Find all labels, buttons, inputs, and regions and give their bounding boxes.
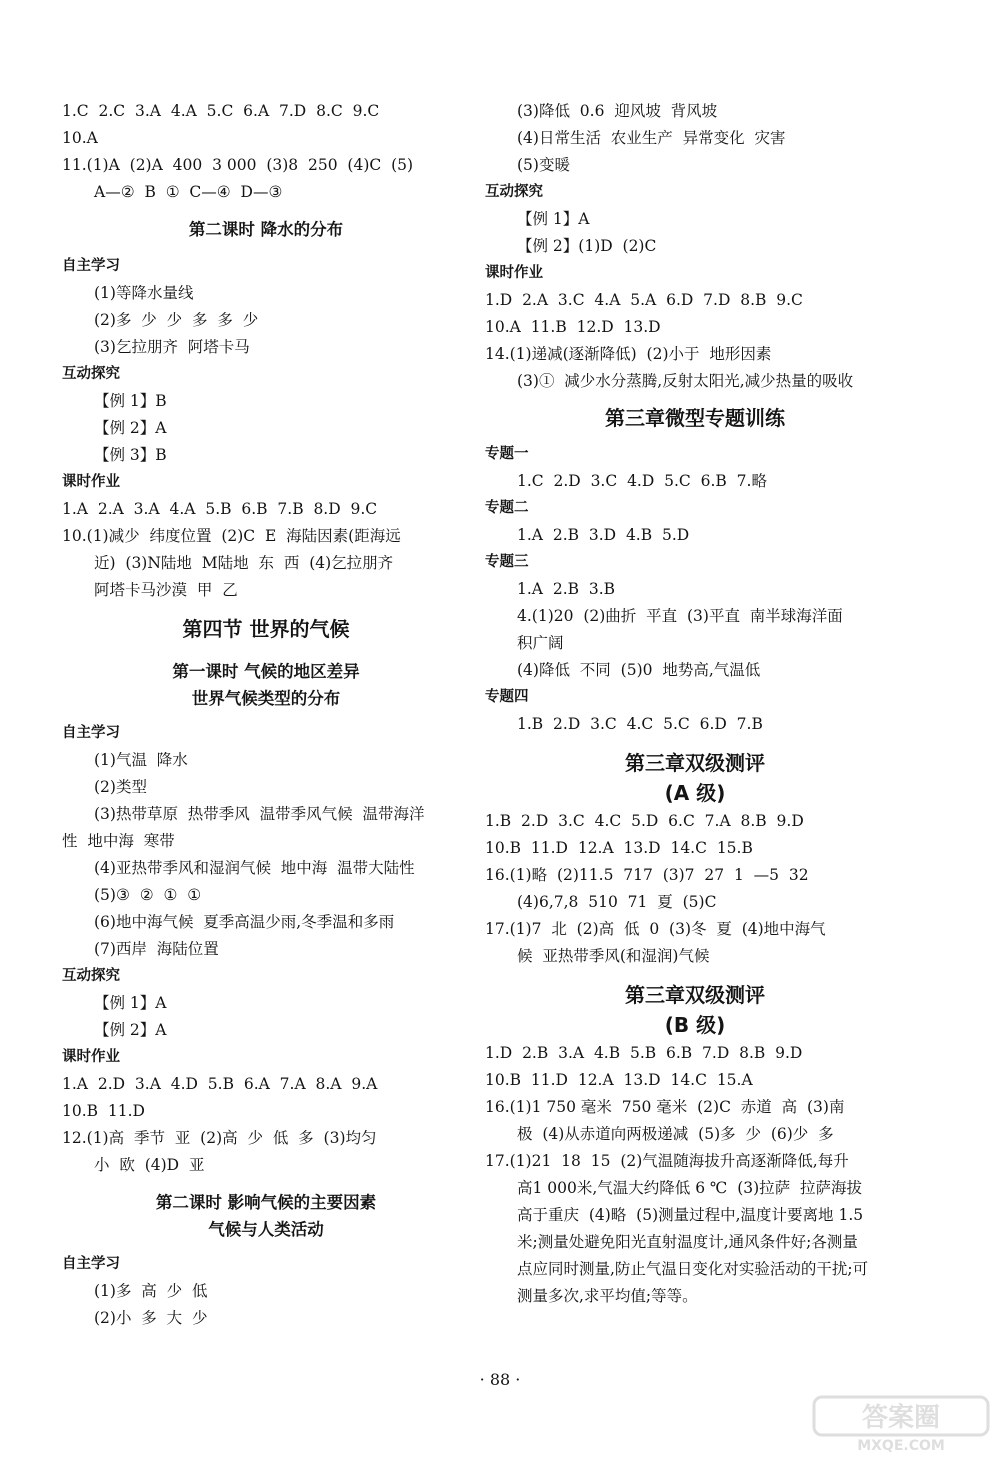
section-label: 课时作业 — [62, 474, 120, 490]
answer-line: 【例 1】B — [94, 392, 167, 410]
answer-line: 14.(1)递减(逐渐降低) (2)小于 地形因素 — [485, 345, 772, 363]
lesson-subheading: 世界气候类型的分布 — [191, 689, 341, 708]
answer-line: (3)降低 0.6 迎风坡 背风坡 — [517, 102, 718, 120]
answer-line: 1.D 2.B 3.A 4.B 5.B 6.B 7.D 8.B 9.D — [485, 1044, 803, 1062]
answer-line: 【例 2】(1)D (2)C — [517, 237, 657, 255]
answer-line: (2)类型 — [94, 778, 147, 796]
answer-line: 10.A 11.B 12.D 13.D — [485, 318, 661, 336]
answer-line: (3)乞拉朋齐 阿塔卡马 — [94, 338, 250, 356]
answer-line: 【例 1】A — [517, 210, 590, 228]
answer-line: 近) (3)N陆地 M陆地 东 西 (4)乞拉朋齐 — [94, 554, 394, 572]
answer-line: 【例 1】A — [94, 994, 167, 1012]
answer-line: 米;测量处避免阳光直射温度计,通风条件好;各测量 — [517, 1233, 858, 1251]
answer-line: (1)多 高 少 低 — [94, 1282, 208, 1300]
answer-line: 12.(1)高 季节 亚 (2)高 少 低 多 (3)均匀 — [62, 1129, 377, 1147]
level-heading: (B 级) — [664, 1013, 726, 1037]
answer-line: (4)6,7,8 510 71 夏 (5)C — [517, 893, 717, 911]
answer-line: 1.C 2.D 3.C 4.D 5.C 6.B 7.略 — [517, 472, 767, 490]
answer-line: 10.A — [62, 129, 98, 147]
watermark-url: MXQE.COM — [857, 1438, 945, 1453]
answer-line: 1.B 2.D 3.C 4.C 5.C 6.D 7.B — [517, 715, 763, 733]
answer-line: A—② B ① C—④ D—③ — [94, 183, 283, 201]
section-label: 自主学习 — [62, 725, 120, 741]
section-label: 互动探究 — [485, 184, 543, 200]
answer-line: 极 (4)从赤道向两极递减 (5)多 少 (6)少 多 — [517, 1125, 834, 1143]
section-heading: 第四节 世界的气候 — [182, 617, 350, 641]
answer-line: 点应同时测量,防止气温日变化对实验活动的干扰;可 — [517, 1260, 869, 1278]
answer-line: 10.B 11.D 12.A 13.D 14.C 15.B — [485, 839, 753, 857]
answer-line: 4.(1)20 (2)曲折 平直 (3)平直 南半球海洋面 — [517, 607, 843, 625]
right-column — [485, 98, 905, 1310]
watermark-text: 答案圈 — [861, 1403, 941, 1433]
watermark-logo — [812, 1395, 990, 1453]
answer-line: (4)降低 不同 (5)0 地势高,气温低 — [517, 661, 761, 679]
answer-line: (2)多 少 少 多 多 少 — [94, 311, 259, 329]
answer-line: 1.A 2.A 3.A 4.A 5.B 6.B 7.B 8.D 9.C — [62, 500, 378, 518]
section-label: 互动探究 — [62, 968, 120, 984]
answer-line: 10.B 11.D — [62, 1102, 145, 1120]
lesson-heading: 第二课时 影响气候的主要因素 — [155, 1193, 377, 1212]
answer-line: (6)地中海气候 夏季高温少雨,冬季温和多雨 — [94, 913, 395, 931]
section-label: 自主学习 — [62, 1256, 120, 1272]
answer-line: 阿塔卡马沙漠 甲 乙 — [94, 581, 238, 599]
answer-line: 积广阔 — [517, 634, 564, 652]
answer-line: (1)气温 降水 — [94, 751, 188, 769]
answer-line: 高1 000米,气温大约降低 6 ℃ (3)拉萨 拉萨海拔 — [517, 1179, 863, 1197]
answer-line: 1.A 2.D 3.A 4.D 5.B 6.A 7.A 8.A 9.A — [62, 1075, 378, 1093]
answer-line: 测量多次,求平均值;等等。 — [517, 1287, 698, 1305]
page-number: · 88 · — [479, 1370, 521, 1389]
answer-line: (4)日常生活 农业生产 异常变化 灾害 — [517, 129, 786, 147]
answer-line: 17.(1)7 北 (2)高 低 0 (3)冬 夏 (4)地中海气 — [485, 920, 826, 938]
topic-label: 专题一 — [485, 446, 529, 462]
section-label: 课时作业 — [485, 265, 543, 281]
answer-line: 1.D 2.A 3.C 4.A 5.A 6.D 7.D 8.B 9.C — [485, 291, 803, 309]
chapter-heading: 第三章双级测评 — [625, 751, 765, 775]
answer-line: (2)小 多 大 少 — [94, 1309, 208, 1327]
answer-line: 10.B 11.D 12.A 13.D 14.C 15.A — [485, 1071, 753, 1089]
answer-line: 小 欧 (4)D 亚 — [94, 1156, 205, 1174]
answer-line: 高于重庆 (4)略 (5)测量过程中,温度计要离地 1.5 — [517, 1206, 864, 1224]
answer-line: 【例 3】B — [94, 446, 167, 464]
lesson-heading: 第一课时 气候的地区差异 — [172, 662, 360, 681]
level-heading: (A 级) — [664, 781, 726, 805]
answer-line: (5)变暖 — [517, 156, 570, 174]
chapter-heading: 第三章双级测评 — [625, 983, 765, 1007]
answer-line: 【例 2】A — [94, 419, 167, 437]
answer-line: 10.(1)减少 纬度位置 (2)C E 海陆因素(距海远 — [62, 527, 401, 545]
answer-line: 1.C 2.C 3.A 4.A 5.C 6.A 7.D 8.C 9.C — [62, 102, 380, 120]
topic-label: 专题四 — [485, 689, 529, 705]
answer-line: 11.(1)A (2)A 400 3 000 (3)8 250 (4)C (5) — [62, 156, 414, 174]
answer-line: (3)热带草原 热带季风 温带季风气候 温带海洋 — [94, 805, 425, 823]
answer-line: 1.B 2.D 3.C 4.C 5.D 6.C 7.A 8.B 9.D — [485, 812, 804, 830]
section-label: 自主学习 — [62, 258, 120, 274]
answer-line: 性 地中海 寒带 — [62, 832, 175, 850]
answer-line: 【例 2】A — [94, 1021, 167, 1039]
section-label: 课时作业 — [62, 1049, 120, 1065]
answer-line: (7)西岸 海陆位置 — [94, 940, 219, 958]
answer-line: (3)① 减少水分蒸腾,反射太阳光,减少热量的吸收 — [517, 372, 854, 390]
answer-line: (4)亚热带季风和湿润气候 地中海 温带大陆性 — [94, 859, 415, 877]
lesson-heading: 第二课时 降水的分布 — [188, 220, 344, 239]
topic-label: 专题二 — [485, 500, 529, 516]
answer-line: (1)等降水量线 — [94, 284, 194, 302]
answer-line: 16.(1)略 (2)11.5 717 (3)7 27 1 —5 32 — [485, 866, 809, 884]
answer-line: 17.(1)21 18 15 (2)气温随海拔升高逐渐降低,每升 — [485, 1152, 849, 1170]
answer-line: (5)③ ② ① ① — [94, 886, 202, 904]
section-label: 互动探究 — [62, 366, 120, 382]
answer-line: 候 亚热带季风(和湿润)气候 — [517, 947, 710, 965]
left-column — [62, 98, 470, 1332]
answer-line: 16.(1)1 750 毫米 750 毫米 (2)C 赤道 高 (3)南 — [485, 1098, 845, 1116]
answer-line: 1.A 2.B 3.D 4.B 5.D — [517, 526, 690, 544]
topic-label: 专题三 — [485, 554, 529, 570]
answer-line: 1.A 2.B 3.B — [517, 580, 616, 598]
lesson-subheading: 气候与人类活动 — [208, 1220, 324, 1239]
chapter-heading: 第三章微型专题训练 — [605, 406, 785, 430]
